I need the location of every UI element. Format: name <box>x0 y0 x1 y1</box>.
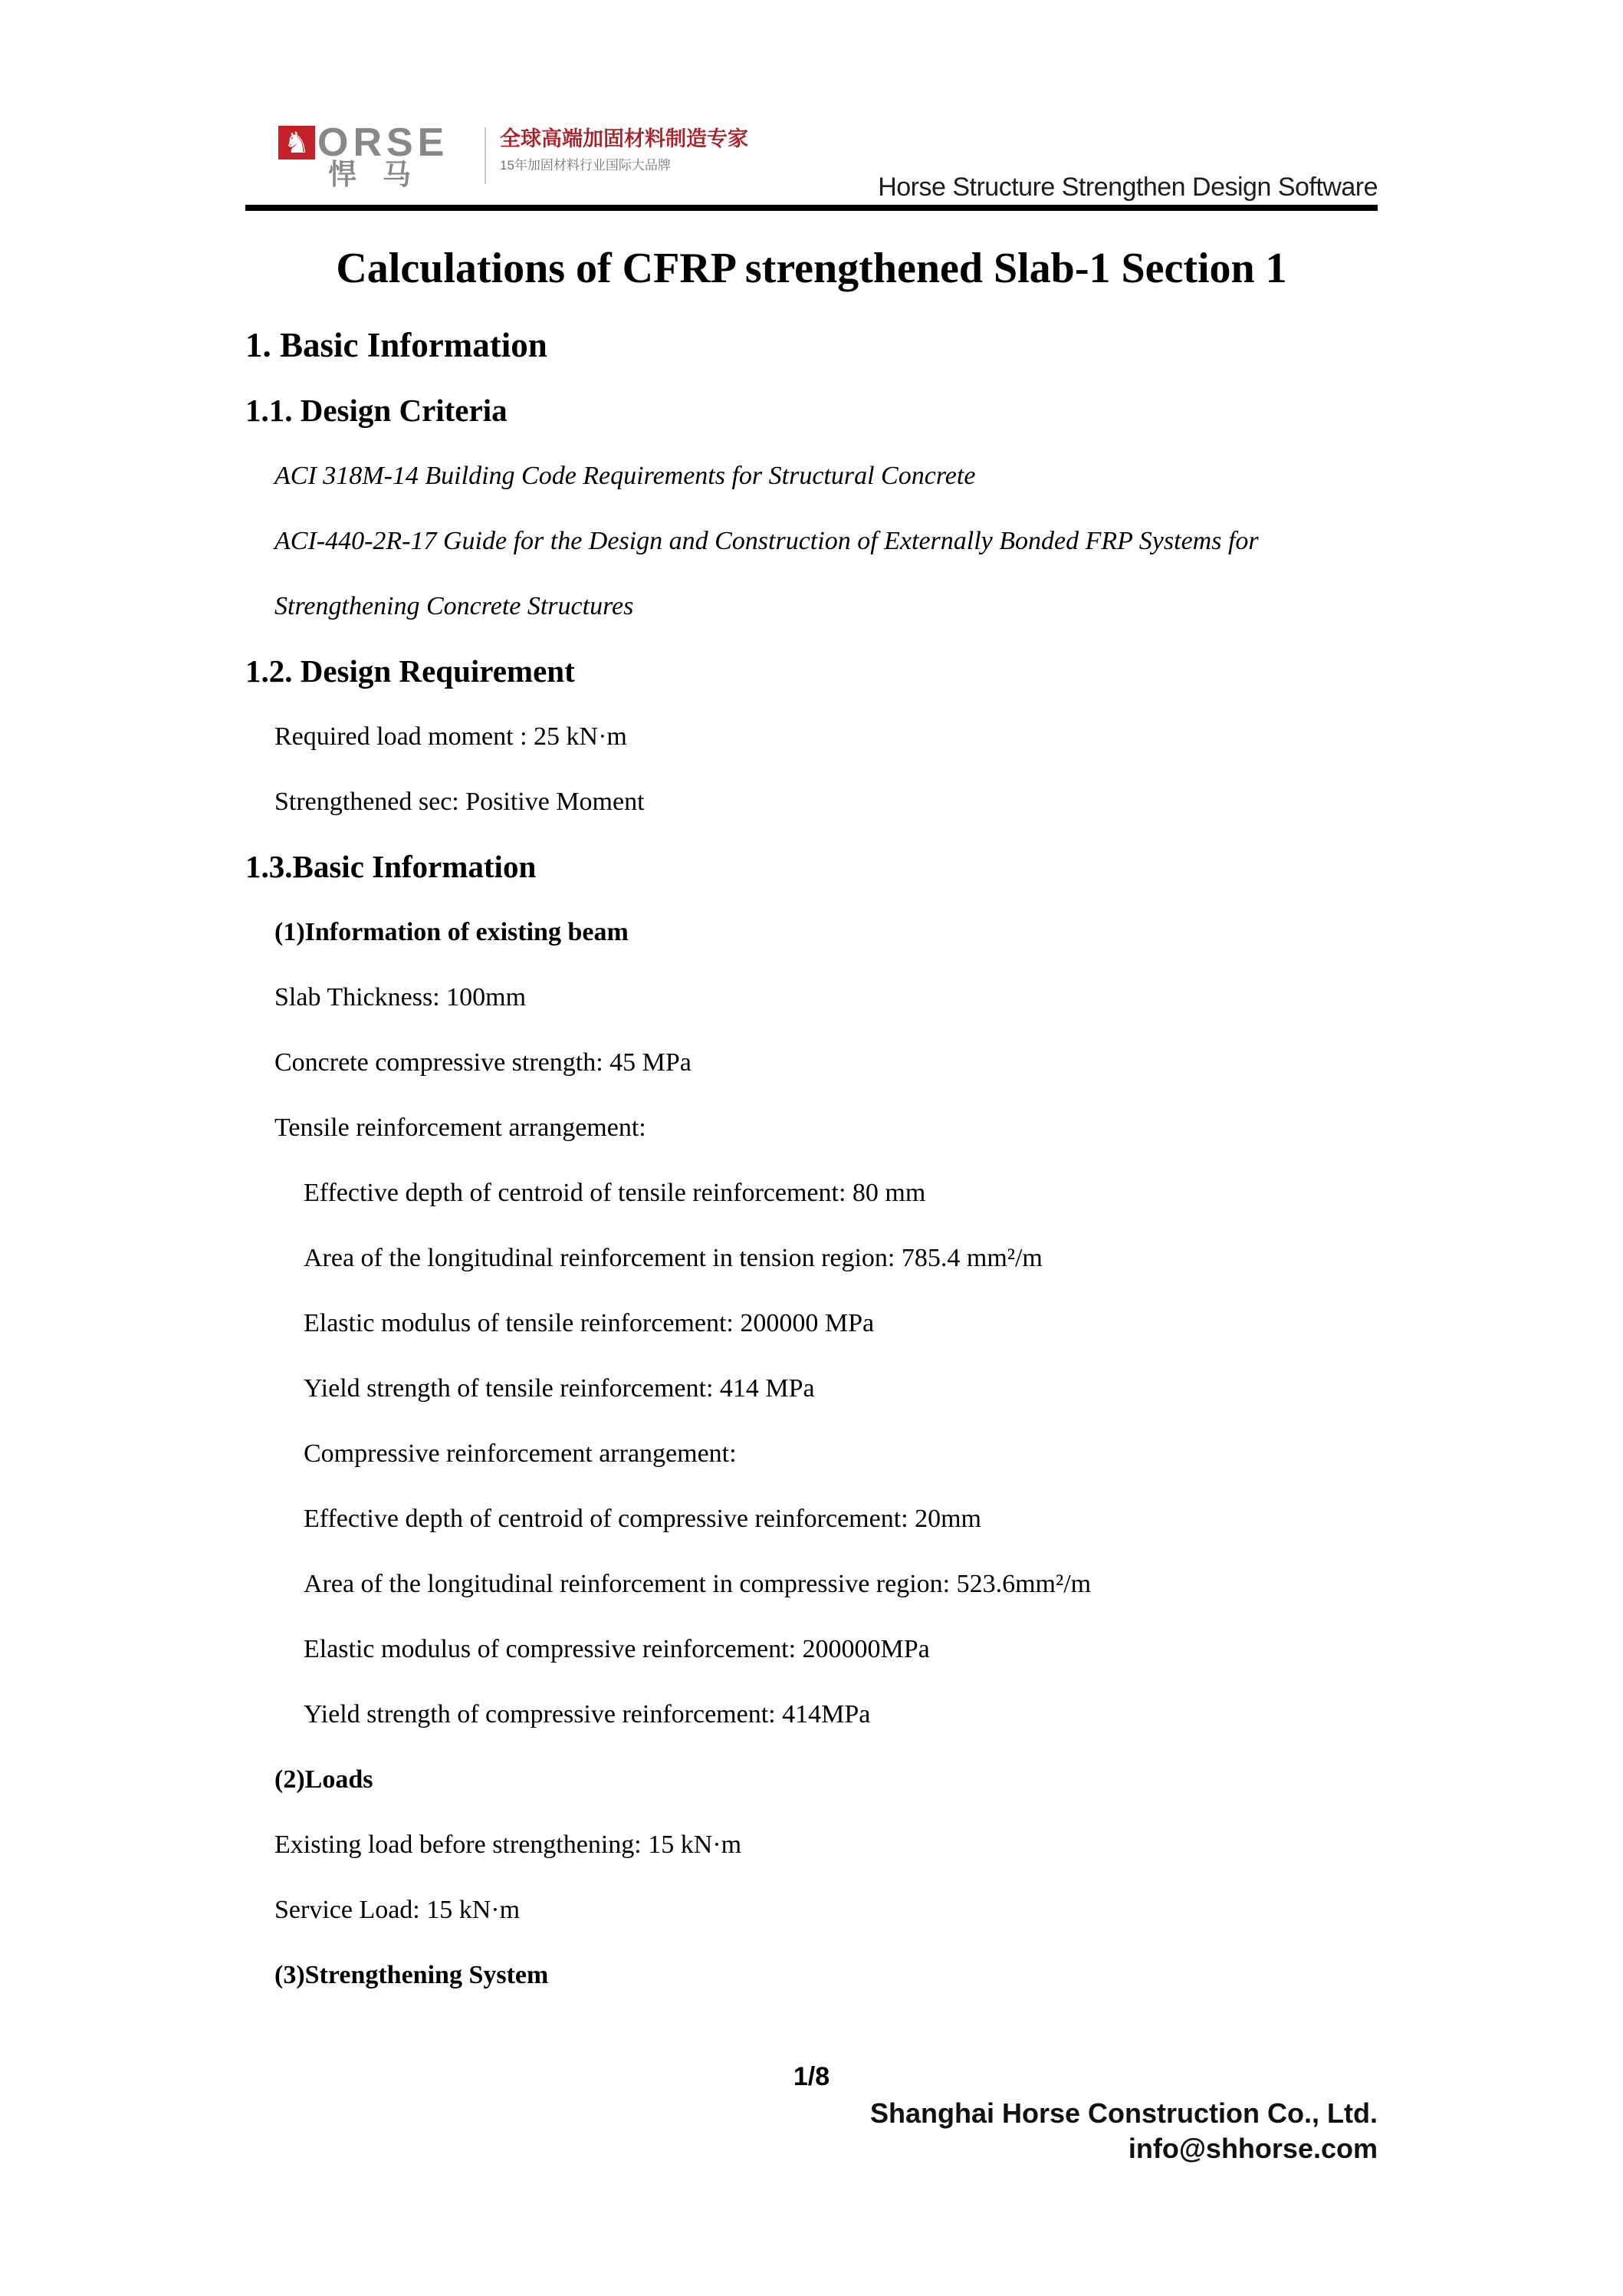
document-title: Calculations of CFRP strengthened Slab-1 Section 1 <box>336 245 1287 292</box>
header-divider-rule <box>245 205 1378 211</box>
section-heading: 1.3.Basic Information <box>245 849 537 884</box>
paragraph: Compressive reinforcement arrangement: <box>304 1439 737 1468</box>
paragraph: Effective depth of centroid of tensile reinforcement: 80 mm <box>304 1179 926 1207</box>
paragraph: (3)Strengthening System <box>274 1961 549 1989</box>
paragraph: Elastic modulus of compressive reinforcement: 200000MPa <box>304 1635 930 1663</box>
paragraph: Area of the longitudinal reinforcement in compressive region: 523.6mm²/m <box>304 1570 1092 1598</box>
paragraph: ACI 318M-14 Building Code Requirements for Structural Concrete <box>274 462 976 490</box>
paragraph: ACI-440-2R-17 Guide for the Design and Construction of Externally Bonded FRP Systems for <box>274 527 1259 555</box>
software-name: Horse Structure Strengthen Design Software <box>878 173 1378 202</box>
paragraph: Effective depth of centroid of compressive reinforcement: 20mm <box>304 1505 981 1533</box>
paragraph: (2)Loads <box>274 1765 373 1794</box>
paragraph: Tensile reinforcement arrangement: <box>274 1113 646 1142</box>
horse-logo <box>278 120 449 165</box>
paragraph: Elastic modulus of tensile reinforcement: 200000 MPa <box>304 1309 875 1337</box>
paragraph: Slab Thickness: 100mm <box>274 983 527 1011</box>
footer-company: Shanghai Horse Construction Co., Ltd. <box>869 2097 1378 2129</box>
logo-tagline: 全球高端加固材料制造专家 <box>500 127 748 150</box>
paragraph: Existing load before strengthening: 15 kN·m <box>274 1831 742 1859</box>
paragraph: Required load moment : 25 kN·m <box>274 722 627 751</box>
logo-tagline-subtext: 15年加固材料行业国际大品牌 <box>500 158 671 173</box>
paragraph: Area of the longitudinal reinforcement in tension region: 785.4 mm²/m <box>304 1244 1043 1272</box>
footer-email: info@shhorse.com <box>1128 2133 1378 2164</box>
logo-cn-name: 悍马 <box>328 159 437 190</box>
section-heading: 1.1. Design Criteria <box>245 393 508 428</box>
page-number: 1/8 <box>793 2062 830 2091</box>
section-heading: 1.2. Design Requirement <box>245 653 575 689</box>
paragraph: Service Load: 15 kN·m <box>274 1896 521 1924</box>
paragraph: Concrete compressive strength: 45 MPa <box>274 1048 692 1077</box>
logo-wordmark: ORSE <box>317 120 449 165</box>
document-body <box>245 313 1378 2008</box>
paragraph: Strengthened sec: Positive Moment <box>274 788 645 816</box>
horse-head-icon: ♞ <box>278 126 315 160</box>
paragraph: Yield strength of tensile reinforcement: 414 MPa <box>304 1374 815 1403</box>
paragraph: (1)Information of existing beam <box>274 918 629 946</box>
section-heading: 1. Basic Information <box>245 326 547 364</box>
paragraph: Strengthening Concrete Structures <box>274 592 634 620</box>
paragraph: Yield strength of compressive reinforcement: 414MPa <box>304 1700 871 1729</box>
